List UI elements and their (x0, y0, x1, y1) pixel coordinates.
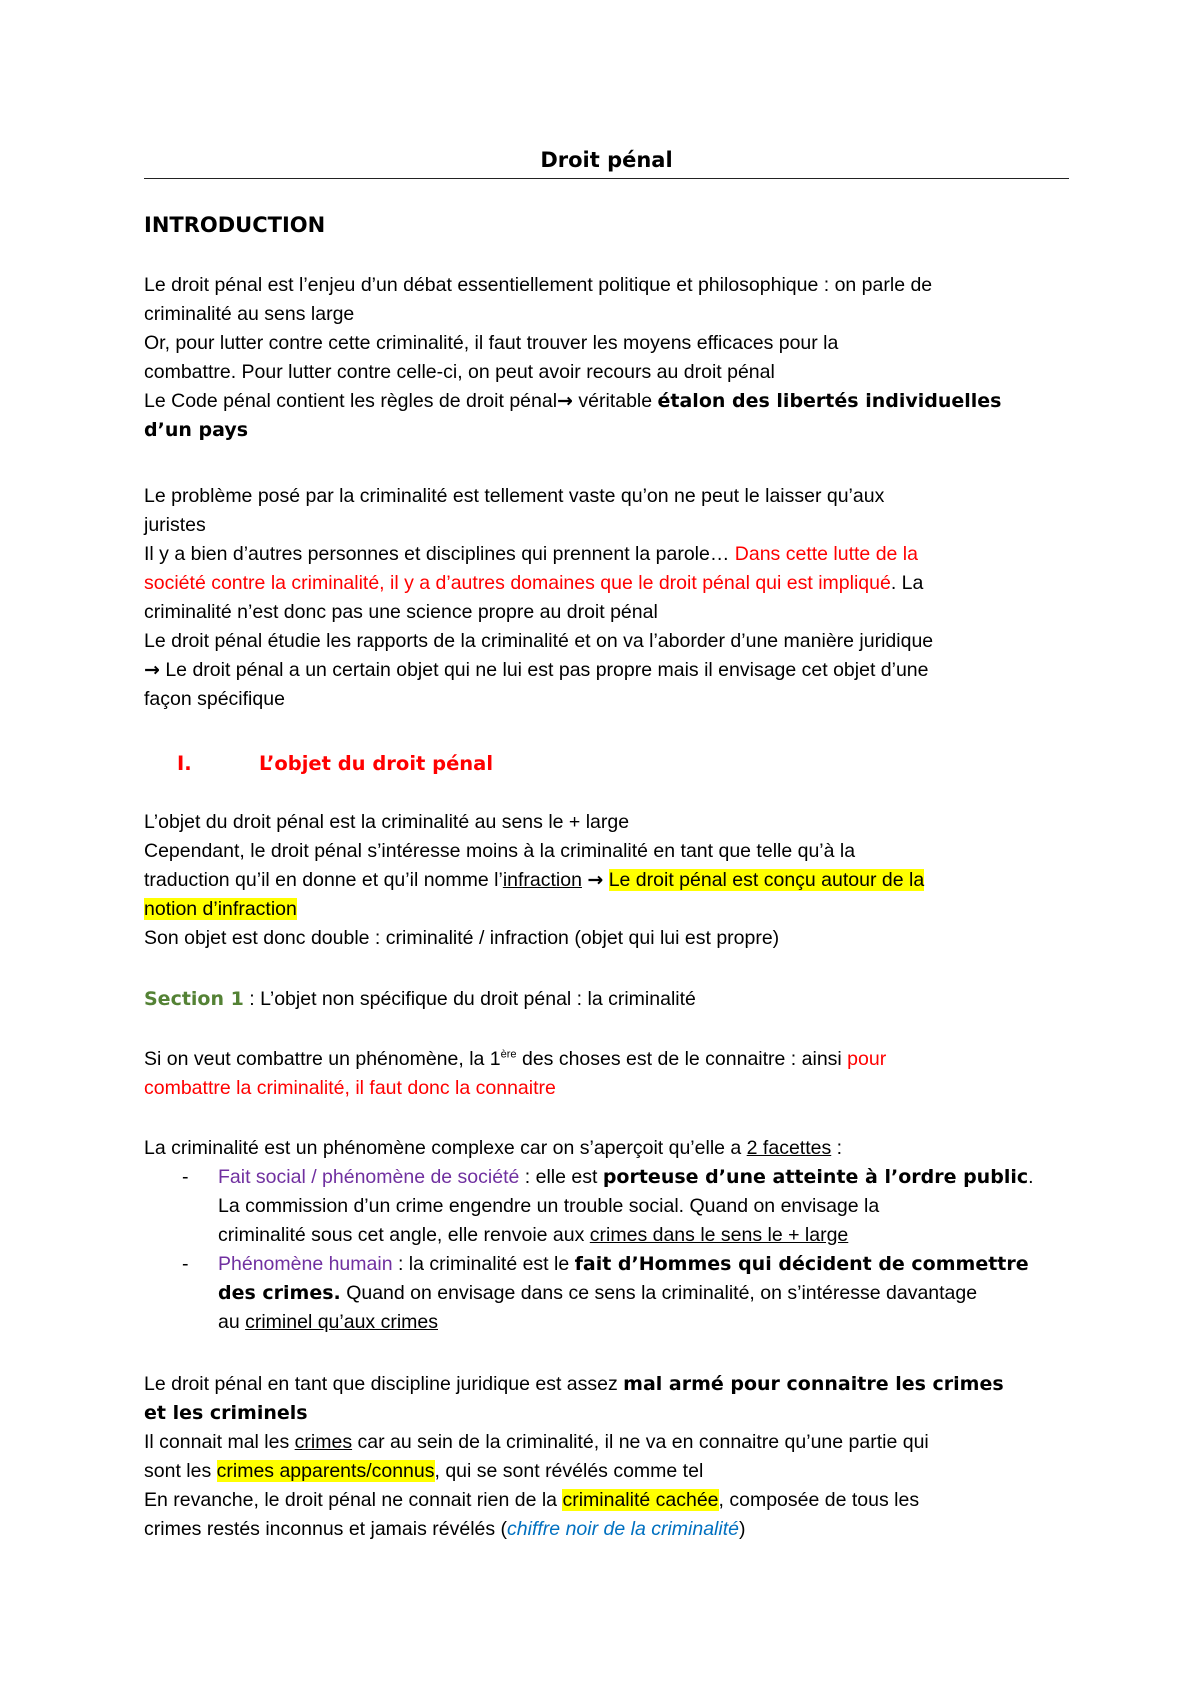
text-line: Le problème posé par la criminalité est tellement vaste qu’on ne peut le laisser qu’aux (144, 485, 885, 507)
text-line (144, 1134, 1069, 1163)
red-text: Dans cette lutte de la (734, 543, 918, 565)
text-span: traduction qu’il en donne et qu’il nomme l’ (144, 869, 503, 891)
bold-text: des crimes. (218, 1282, 341, 1304)
text-line (144, 1486, 1069, 1515)
section-number: I. (177, 752, 192, 775)
text-line: façon spécifique (144, 688, 285, 710)
page-title: Droit pénal (540, 148, 673, 172)
text-span: Quand on envisage dans ce sens la criminalité, on s’intéresse davantage (340, 1282, 978, 1304)
text-line (144, 569, 1069, 598)
text-line (218, 1308, 1029, 1337)
text-line (144, 1045, 1069, 1074)
bold-text: mal armé pour connaitre les crimes (623, 1373, 1004, 1395)
text-span: : (831, 1137, 843, 1159)
text-span: : la criminalité est le (392, 1253, 575, 1275)
underlined-text: crimes (294, 1431, 353, 1453)
text-span: véritable (572, 390, 658, 412)
paragraph-limits (144, 1370, 1069, 1544)
text-line: Son objet est donc double : criminalité / infraction (objet qui lui est propre) (144, 927, 780, 949)
highlighted-text: notion d’infraction (144, 898, 297, 920)
paragraph-facets (144, 1134, 1069, 1163)
underlined-text: infraction (502, 869, 582, 891)
section-heading (177, 749, 493, 778)
title-rule (144, 178, 1069, 179)
underlined-text: 2 facettes (746, 1137, 832, 1159)
red-text: pour (847, 1048, 887, 1070)
text-line (144, 1428, 1069, 1457)
text-span: ) (738, 1518, 746, 1540)
purple-text: Fait social / phénomène de société (218, 1166, 520, 1188)
text-span: En revanche, le droit pénal ne connait rien de la (144, 1489, 563, 1511)
highlighted-text: criminalité cachée (562, 1489, 719, 1511)
text-span: . (1028, 1166, 1034, 1188)
text-span: Le droit pénal a un certain objet qui ne lui est pas propre mais il envisage cet objet d’une (159, 659, 929, 681)
bold-text: et les criminels (144, 1402, 308, 1424)
text-span: . La (890, 572, 924, 594)
text-span: car au sein de la criminalité, il ne va en connaitre qu’une partie qui (352, 1431, 929, 1453)
bold-text: porteuse d’une atteinte à l’ordre public (602, 1166, 1029, 1188)
bold-text: fait d’Hommes qui décident de commettre (574, 1253, 1029, 1275)
text-line (144, 1370, 1069, 1399)
text-span: crimes restés inconnus et jamais révélés ( (144, 1518, 508, 1540)
text-line (144, 1457, 1069, 1486)
text-span: Si on veut combattre un phénomène, la 1 (144, 1048, 501, 1070)
text-span: , composée de tous les (718, 1489, 920, 1511)
blue-italic-text: chiffre noir de la criminalité (507, 1518, 739, 1540)
text-span: : elle est (519, 1166, 603, 1188)
purple-text: Phénomène humain (218, 1253, 393, 1275)
arrow-icon: → (144, 659, 160, 681)
text-span: sont les (144, 1460, 217, 1482)
text-span: Le droit pénal en tant que discipline juridique est assez (144, 1373, 624, 1395)
paragraph-object (144, 808, 1069, 953)
highlighted-text: crimes apparents/connus (216, 1460, 435, 1482)
paragraph-problem (144, 482, 1069, 714)
underlined-text: crimes dans le sens le + large (589, 1224, 849, 1246)
text-line (218, 1221, 1034, 1250)
arrow-icon: → (587, 869, 604, 891)
text-line: combattre. Pour lutter contre celle-ci, on peut avoir recours au droit pénal (144, 361, 775, 383)
text-line (144, 387, 1069, 416)
superscript: ère (500, 1048, 517, 1061)
text-line (144, 985, 1069, 1014)
text-line: L’objet du droit pénal est la criminalité au sens le + large (144, 811, 630, 833)
bold-text: étalon des libertés individuelles (657, 390, 1002, 412)
text-line (144, 895, 1069, 924)
text-line (144, 1515, 1069, 1544)
text-line: juristes (144, 514, 206, 536)
text-line (218, 1163, 1034, 1192)
text-span: Il y a bien d’autres personnes et disciplines qui prennent la parole… (144, 543, 735, 565)
text-line (144, 540, 1069, 569)
bullet-dash: - (182, 1166, 189, 1188)
subsection-title: : L’objet non spécifique du droit pénal : la criminalité (243, 988, 696, 1010)
intro-heading: INTRODUCTION (144, 213, 326, 237)
text-line: criminalité au sens large (144, 303, 355, 325)
text-line (144, 866, 1069, 895)
text-span: criminalité sous cet angle, elle renvoie aux (218, 1224, 590, 1246)
red-text: combattre la criminalité, il faut donc la connaitre (144, 1077, 556, 1099)
text-line: Le droit pénal est l’enjeu d’un débat essentiellement politique et philosophique : on parle de (144, 274, 933, 296)
text-line (144, 656, 1069, 685)
text-line: Cependant, le droit pénal s’intéresse moins à la criminalité en tant que telle qu’à la (144, 840, 856, 862)
text-span: au (218, 1311, 246, 1333)
text-line: criminalité n’est donc pas une science propre au droit pénal (144, 601, 658, 623)
paragraph-combat (144, 1045, 1069, 1103)
arrow-icon: → (557, 390, 573, 412)
text-line: Le droit pénal étudie les rapports de la criminalité et on va l’aborder d’une manière juridique (144, 630, 934, 652)
text-line: Or, pour lutter contre cette criminalité, il faut trouver les moyens efficaces pour la (144, 332, 839, 354)
paragraph-intro (144, 271, 1069, 445)
text-line (218, 1279, 1029, 1308)
red-text: société contre la criminalité, il y a d’autres domaines que le droit pénal qui est impliqué (144, 572, 891, 594)
highlighted-text: Le droit pénal est conçu autour de la (608, 869, 925, 891)
bullet-dash: - (182, 1253, 189, 1275)
text-span: des choses est de le connaitre : ainsi (516, 1048, 848, 1070)
text-span: Le Code pénal contient les règles de droit pénal (144, 390, 558, 412)
text-span: , qui se sont révélés comme tel (434, 1460, 704, 1482)
underlined-text: criminel qu’aux crimes (245, 1311, 438, 1333)
bold-text: d’un pays (144, 419, 249, 441)
text-line: La commission d’un crime engendre un trouble social. Quand on envisage la (218, 1195, 880, 1217)
text-line (218, 1250, 1029, 1279)
text-span: La criminalité est un phénomène complexe car on s’aperçoit qu’elle a (144, 1137, 747, 1159)
subsection-label: Section 1 (144, 988, 244, 1010)
subsection-heading (144, 985, 1069, 1014)
text-span: Il connait mal les (144, 1431, 295, 1453)
section-label: L’objet du droit pénal (259, 752, 494, 775)
